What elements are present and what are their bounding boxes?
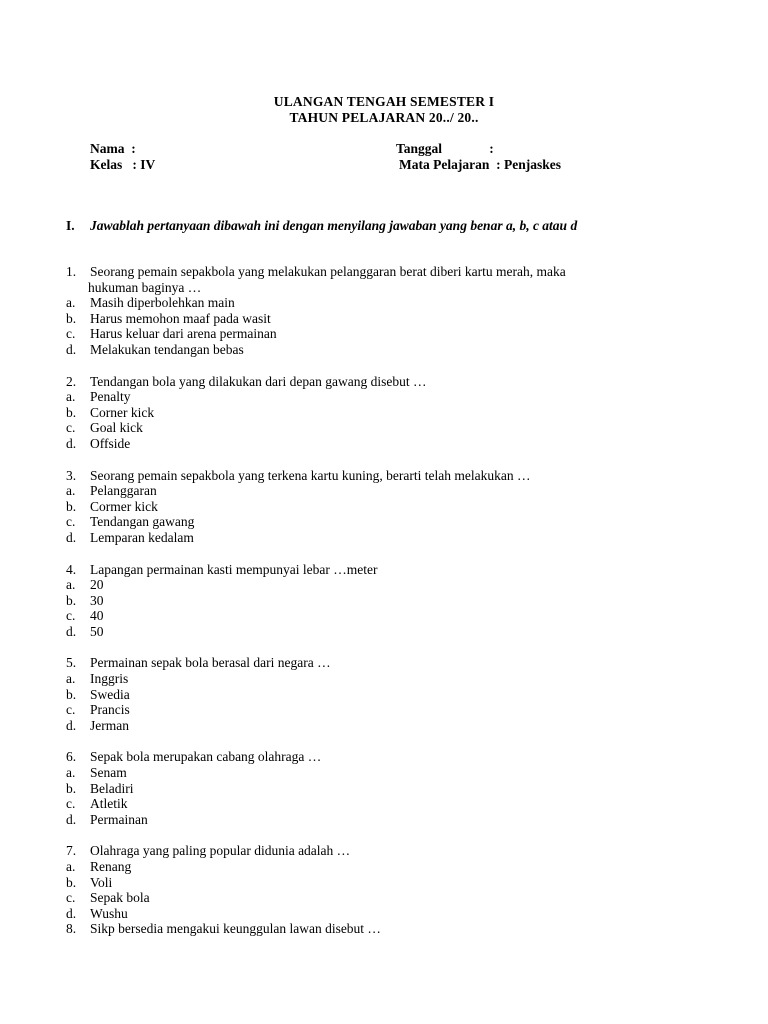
option-letter: b.	[66, 592, 77, 608]
answer-option[interactable]	[66, 906, 726, 922]
option-letter: b.	[66, 498, 77, 514]
option-text: Renang	[90, 859, 132, 874]
question-text: Permainan sepak bola berasal dari negara …	[90, 655, 331, 671]
option-text: Wushu	[90, 905, 128, 921]
answer-option[interactable]	[66, 765, 726, 781]
question-text: Lapangan permainan kasti mempunyai lebar …meter	[90, 561, 378, 577]
option-letter: b.	[66, 404, 77, 420]
question-text: hukuman baginya …	[88, 279, 202, 295]
section-instruction	[66, 218, 577, 234]
option-letter: d.	[66, 529, 77, 545]
question-text-line	[66, 749, 726, 765]
option-text: Atletik	[90, 796, 128, 812]
section-number: I.	[66, 218, 75, 233]
option-letter: b.	[66, 780, 77, 796]
option-text: Melakukan tendangan bebas	[90, 341, 244, 357]
option-letter: b.	[66, 686, 77, 702]
option-letter: d.	[66, 435, 77, 451]
option-text: Harus keluar dari arena permainan	[90, 326, 277, 342]
question-4	[66, 562, 726, 640]
option-letter: d.	[66, 811, 77, 827]
answer-option[interactable]	[66, 608, 726, 624]
answer-option[interactable]	[66, 420, 726, 436]
answer-option[interactable]	[66, 577, 726, 593]
option-text: Jerman	[90, 717, 129, 733]
question-number: 4.	[66, 561, 77, 577]
question-7	[66, 843, 726, 921]
question-number: 6.	[66, 749, 77, 765]
answer-option[interactable]	[66, 311, 726, 327]
question-6	[66, 749, 726, 827]
answer-option[interactable]	[66, 593, 726, 609]
question-text: Seorang pemain sepakbola yang terkena kartu kuning, berarti telah melakukan …	[90, 467, 531, 483]
option-letter: a.	[66, 389, 76, 405]
answer-option[interactable]	[66, 326, 726, 342]
option-text: 30	[90, 592, 104, 608]
question-text-line	[66, 468, 726, 484]
question-text-line	[66, 374, 726, 390]
option-text: Inggris	[90, 671, 129, 687]
tanggal-field: Tanggal :	[396, 141, 494, 156]
option-letter: d.	[66, 341, 77, 357]
question-text: Seorang pemain sepakbola yang melakukan pelanggaran berat diberi kartu merah, maka	[90, 264, 566, 279]
option-letter: a.	[66, 295, 76, 311]
option-text: Pelanggaran	[90, 483, 157, 499]
answer-option[interactable]	[66, 702, 726, 718]
option-text: Penalty	[90, 389, 131, 405]
question-text-line	[66, 921, 726, 937]
option-text: Permainan	[90, 811, 148, 827]
option-text: Cormer kick	[90, 498, 158, 514]
option-text: Sepak bola	[90, 890, 150, 906]
answer-option[interactable]	[66, 671, 726, 687]
question-number: 2.	[66, 373, 77, 389]
option-text: 20	[90, 577, 104, 593]
answer-option[interactable]	[66, 342, 726, 358]
option-text: Goal kick	[90, 420, 143, 436]
option-letter: d.	[66, 717, 77, 733]
answer-option[interactable]	[66, 295, 726, 311]
question-number: 1.	[66, 264, 77, 279]
option-letter: b.	[66, 310, 77, 326]
option-text: 50	[90, 623, 104, 639]
option-letter: c.	[66, 514, 76, 530]
answer-option[interactable]	[66, 718, 726, 734]
nama-field: Nama :	[90, 141, 136, 156]
answer-option[interactable]	[66, 875, 726, 891]
question-number: 7.	[66, 843, 77, 859]
option-letter: a.	[66, 483, 76, 499]
option-text: Tendangan gawang	[90, 514, 195, 530]
question-text: Olahraga yang paling popular didunia adalah …	[90, 843, 351, 859]
option-text: 40	[90, 608, 104, 624]
answer-option[interactable]	[66, 389, 726, 405]
question-2	[66, 374, 726, 452]
option-letter: c.	[66, 702, 76, 718]
answer-option[interactable]	[66, 859, 726, 875]
question-text: Sikp bersedia mengakui keunggulan lawan disebut …	[90, 921, 381, 937]
question-text-line	[66, 264, 726, 280]
option-text: Beladiri	[90, 780, 134, 796]
option-letter: a.	[66, 859, 76, 874]
academic-year: TAHUN PELAJARAN 20../ 20..	[289, 110, 479, 125]
answer-option[interactable]	[66, 405, 726, 421]
answer-option[interactable]	[66, 483, 726, 499]
question-number: 3.	[66, 467, 77, 483]
option-letter: d.	[66, 623, 77, 639]
option-text: Prancis	[90, 702, 130, 718]
option-text: Senam	[90, 765, 127, 781]
question-5	[66, 655, 726, 733]
option-letter: c.	[66, 420, 76, 436]
question-text-line	[66, 655, 726, 671]
exam-title: ULANGAN TENGAH SEMESTER I	[273, 94, 495, 109]
question-text: Tendangan bola yang dilakukan dari depan gawang disebut …	[90, 373, 427, 389]
option-letter: a.	[66, 577, 76, 593]
option-text: Masih diperbolehkan main	[90, 295, 235, 311]
option-text: Corner kick	[90, 404, 155, 420]
question-text-line	[66, 843, 726, 859]
option-letter: a.	[66, 671, 76, 687]
question-text-line	[66, 562, 726, 578]
question-text-line	[66, 280, 726, 296]
answer-option[interactable]	[66, 436, 726, 452]
question-1	[66, 264, 726, 358]
answer-option[interactable]	[66, 624, 726, 640]
option-letter: b.	[66, 874, 77, 890]
option-letter: a.	[66, 765, 76, 781]
option-letter: c.	[66, 890, 76, 906]
answer-option[interactable]	[66, 530, 726, 546]
question-list	[66, 264, 726, 953]
answer-option[interactable]	[66, 687, 726, 703]
option-letter: c.	[66, 326, 76, 342]
option-text: Offside	[90, 435, 131, 451]
question-3	[66, 468, 726, 546]
option-letter: d.	[66, 905, 77, 921]
answer-option[interactable]	[66, 890, 726, 906]
question-text: Sepak bola merupakan cabang olahraga …	[90, 749, 322, 765]
answer-option[interactable]	[66, 796, 726, 812]
kelas-field: Kelas : IV	[90, 157, 156, 172]
option-letter: c.	[66, 608, 76, 624]
mata-pelajaran-field: Mata Pelajaran : Penjaskes	[399, 157, 561, 172]
answer-option[interactable]	[66, 812, 726, 828]
instruction-text: Jawablah pertanyaan dibawah ini dengan menyilang jawaban yang benar a, b, c atau d	[90, 218, 578, 233]
option-text: Voli	[90, 874, 113, 890]
question-number: 8.	[66, 921, 77, 937]
answer-option[interactable]	[66, 499, 726, 515]
question-8	[66, 921, 726, 937]
option-letter: c.	[66, 796, 76, 812]
question-number: 5.	[66, 655, 77, 671]
answer-option[interactable]	[66, 514, 726, 530]
option-text: Harus memohon maaf pada wasit	[90, 310, 271, 326]
option-text: Lemparan kedalam	[90, 529, 194, 545]
answer-option[interactable]	[66, 781, 726, 797]
option-text: Swedia	[90, 686, 130, 702]
